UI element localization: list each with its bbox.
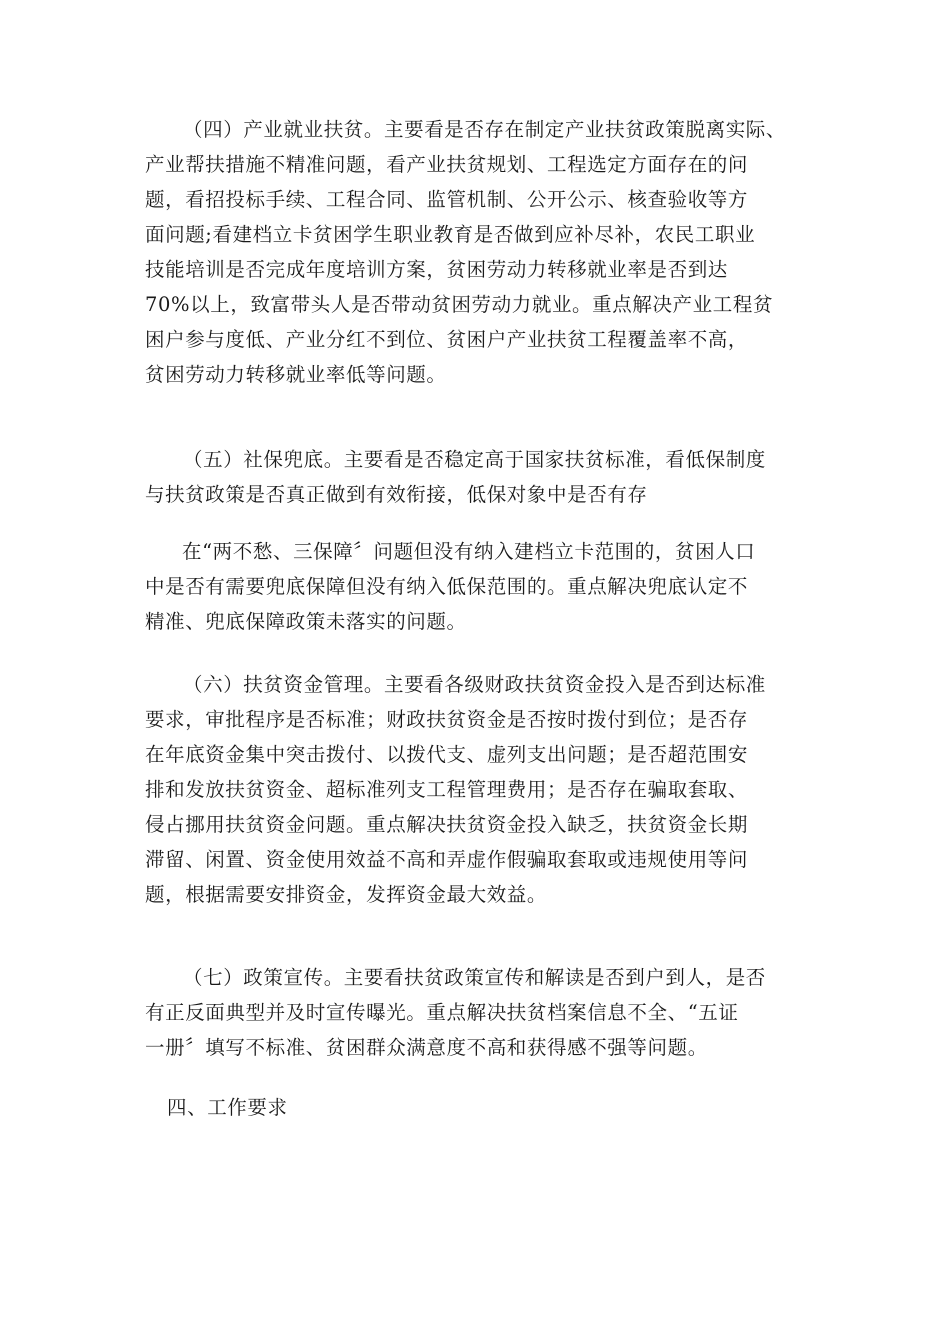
paragraph-line: 中是否有需要兜底保障但没有纳入低保范围的。重点解决兜底认定不	[145, 575, 749, 598]
paragraph-social-security-b	[145, 534, 805, 639]
section-heading-work-requirements	[145, 1090, 805, 1125]
paragraph-social-security-a	[145, 442, 805, 512]
paragraph-line: 在年底资金集中突击拨付、以拨代支、虚列支出问题；是否超范围安	[145, 743, 749, 766]
paragraph-line: 要求，审批程序是否标准；财政扶贫资金是否按时拨付到位；是否存	[145, 708, 749, 731]
paragraph-line: 排和发放扶贫资金、超标准列支工程管理费用；是否存在骗取套取、	[145, 778, 749, 801]
paragraph-line: （四）产业就业扶贫。主要看是否存在制定产业扶贫政策脱离实际、	[183, 118, 787, 141]
paragraph-line: 精准、兜底保障政策未落实的问题。	[145, 610, 467, 633]
paragraph-line: 有正反面典型并及时宣传曝光。重点解决扶贫档案信息不全、“五证	[145, 1001, 739, 1024]
paragraph-line: 侵占挪用扶贫资金问题。重点解决扶贫资金投入缺乏，扶贫资金长期	[145, 813, 749, 836]
section-heading: 四、工作要求	[167, 1096, 288, 1119]
paragraph-policy-publicity	[145, 960, 805, 1065]
paragraph-line: 困户参与度低、产业分红不到位、贫困户产业扶贫工程覆盖率不高，	[145, 328, 749, 351]
paragraph-line: 题，根据需要安排资金，发挥资金最大效益。	[145, 883, 548, 906]
paragraph-line: 题，看招投标手续、工程合同、监管机制、公开公示、核查验收等方	[145, 188, 749, 211]
paragraph-line: （六）扶贫资金管理。主要看各级财政扶贫资金投入是否到达标准	[183, 673, 766, 696]
paragraph-line: 与扶贫政策是否真正做到有效衔接，低保对象中是否有存	[145, 483, 648, 506]
paragraph-fund-management	[145, 667, 805, 912]
paragraph-industry-employment	[145, 112, 805, 392]
paragraph-line: 70%以上，致富带头人是否带动贫困劳动力就业。重点解决产业工程贫	[145, 293, 774, 316]
paragraph-line: 产业帮扶措施不精准问题，看产业扶贫规划、工程选定方面存在的问	[145, 153, 749, 176]
paragraph-line: 滞留、闲置、资金使用效益不高和弄虚作假骗取套取或违规使用等问	[145, 848, 749, 871]
paragraph-line: 技能培训是否完成年度培训方案，贫困劳动力转移就业率是否到达	[145, 258, 728, 281]
paragraph-line: 一册〞填写不标准、贫困群众满意度不高和获得感不强等问题。	[145, 1036, 708, 1059]
paragraph-line: 在“两不愁、三保障〞问题但没有纳入建档立卡范围的，贫困人口	[182, 540, 756, 563]
paragraph-line: 面问题;看建档立卡贫困学生职业教育是否做到应补尽补，农民工职业	[145, 223, 756, 246]
paragraph-line: 贫困劳动力转移就业率低等问题。	[145, 363, 447, 386]
paragraph-line: （五）社保兜底。主要看是否稳定高于国家扶贫标准，看低保制度	[183, 448, 766, 471]
paragraph-line: （七）政策宣传。主要看扶贫政策宣传和解读是否到户到人，是否	[183, 966, 766, 989]
